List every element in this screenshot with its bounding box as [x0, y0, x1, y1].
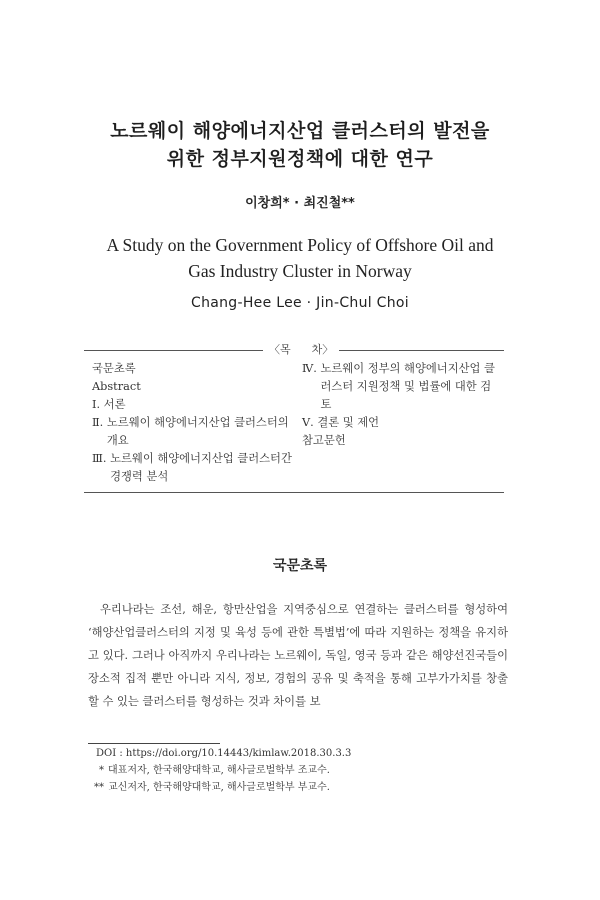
footnote-2-mark: ** — [94, 782, 104, 793]
toc-item-text: 결론 및 제언 — [317, 416, 380, 429]
toc-item-text: 참고문헌 — [302, 434, 346, 447]
toc-item — [302, 360, 502, 414]
toc-item-text: Abstract — [92, 380, 141, 393]
paper-title-korean — [60, 117, 540, 173]
toc-item — [92, 378, 292, 396]
toc-item-text: 노르웨이 정부의 해양에너지산업 클러스터 지원정책 및 법률에 대한 검토 — [320, 362, 495, 411]
toc-item — [302, 432, 502, 450]
authors-english: Chang-Hee Lee · Jin-Chul Choi — [191, 295, 409, 311]
title-ko-line-2: 위한 정부지원정책에 대한 연구 — [166, 148, 434, 170]
toc-item — [92, 450, 292, 486]
title-en-line-1: A Study on the Government Policy of Offshore Oil and — [106, 235, 494, 255]
toc-item-number: Ⅴ. — [302, 416, 318, 429]
footnote-1 — [88, 762, 508, 779]
toc-right-column — [302, 360, 502, 450]
footnotes — [88, 745, 508, 796]
toc-item-text: 서론 — [103, 398, 126, 411]
title-en-line-2: Gas Industry Cluster in Norway — [188, 261, 412, 281]
toc-item-number: Ⅱ. — [92, 416, 107, 429]
footnote-2-text: 교신저자, 한국해양대학교, 해사글로벌학부 부교수. — [108, 782, 330, 793]
toc-item-number: Ⅳ. — [302, 362, 321, 375]
footnote-divider — [88, 743, 220, 744]
toc-item — [92, 396, 292, 414]
toc-label: 〈목 차〉 — [263, 342, 339, 358]
toc-item — [302, 414, 502, 432]
abstract-body: 우리나라는 조선, 해운, 항만산업을 지역중심으로 연결하는 클러스터를 형성하여 ‘해양산업클러스터의 지정 및 육성 등에 관한 특별법’에 따라 지원하는 정책을 유지하고 있다. 그러나 아직까지 우리나라는 노르웨이, 독일, 영국 등과 같은 해양선진국들이 장소적 집적 뿐만 아니라 지식, 정보, 경험의 공유 및 축적을 통해 고부가가치를 창출할 수 있는 클러스터를 형성하는 것과 차이를 보 — [88, 603, 508, 708]
footnote-2 — [88, 779, 508, 796]
toc-item — [92, 360, 292, 378]
table-of-contents — [84, 342, 504, 493]
doi-text: DOI : https://doi.org/10.14443/kimlaw.2018.30.3.3 — [96, 748, 352, 759]
footnote-1-mark: * — [99, 765, 104, 776]
toc-item-number: Ⅲ. — [92, 452, 111, 465]
toc-item — [92, 414, 292, 450]
toc-left-column — [92, 360, 292, 486]
toc-item-text: 국문초록 — [92, 362, 136, 375]
doi-line — [88, 745, 508, 762]
paper-title-english — [40, 232, 560, 284]
abstract-heading: 국문초록 — [272, 558, 328, 574]
title-ko-line-1: 노르웨이 해양에너지산업 클러스터의 발전을 — [110, 120, 490, 142]
authors-korean: 이창희* · 최진철** — [245, 196, 355, 211]
toc-item-text: 노르웨이 해양에너지산업 클러스터간 경쟁력 분석 — [110, 452, 292, 483]
toc-item-number: Ⅰ. — [92, 398, 104, 411]
footnote-1-text: 대표저자, 한국해양대학교, 해사글로벌학부 조교수. — [108, 765, 330, 776]
toc-item-text: 노르웨이 해양에너지산업 클러스터의 개요 — [106, 416, 289, 447]
